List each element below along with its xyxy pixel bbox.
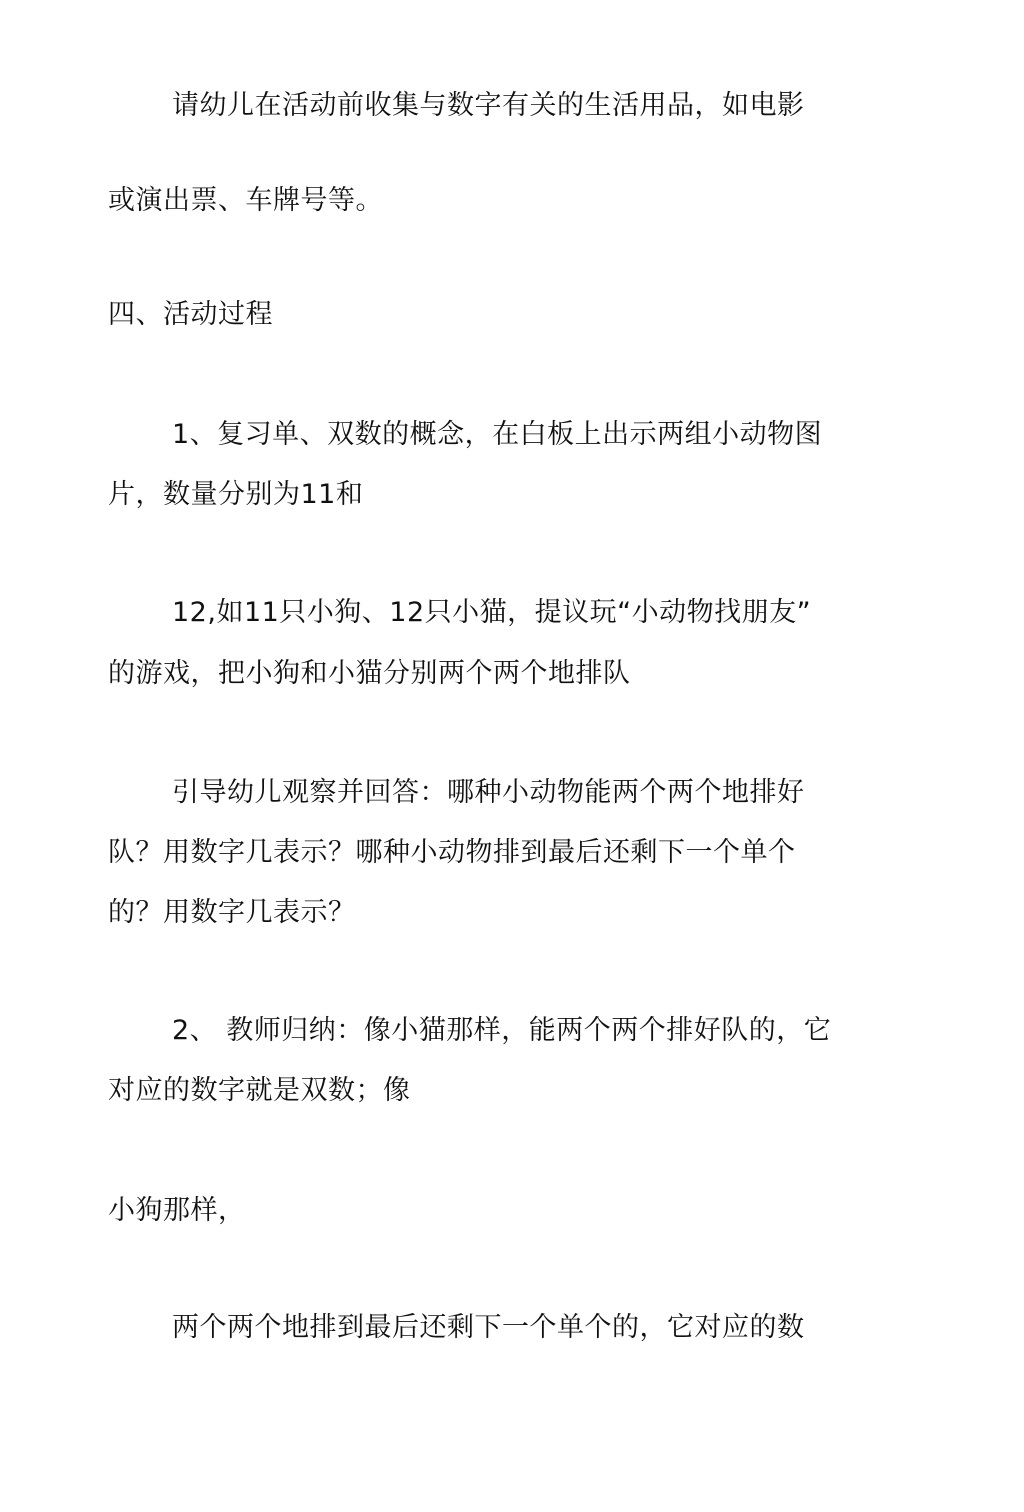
paragraph-line: 两个两个地排到最后还剩下一个单个的，它对应的数 [172,1312,805,1343]
paragraph-line: 请幼儿在活动前收集与数字有关的生活用品，如电影 [172,90,805,121]
paragraph-line: 12,如11只小狗、12只小猫，提议玩“小动物找朋友” [172,597,812,628]
paragraph-line: 引导幼儿观察并回答：哪种小动物能两个两个地排好 [172,777,805,808]
paragraph-line: 2、 教师归纳：像小猫那样，能两个两个排好队的，它 [172,1015,832,1046]
paragraph-line: 的游戏，把小狗和小猫分别两个两个地排队 [108,658,631,689]
paragraph-line: 小狗那样， [108,1195,246,1226]
paragraph-line: 1、复习单、双数的概念，在白板上出示两组小动物图 [172,419,823,450]
section-heading: 四、活动过程 [108,299,273,330]
paragraph-line: 的？用数字几表示？ [108,897,356,928]
paragraph-line: 或演出票、车牌号等。 [108,185,383,216]
paragraph-line: 队？用数字几表示？哪种小动物排到最后还剩下一个单个 [108,837,796,868]
paragraph-line: 片，数量分别为11和 [108,479,364,510]
paragraph-line: 对应的数字就是双数；像 [108,1075,411,1106]
